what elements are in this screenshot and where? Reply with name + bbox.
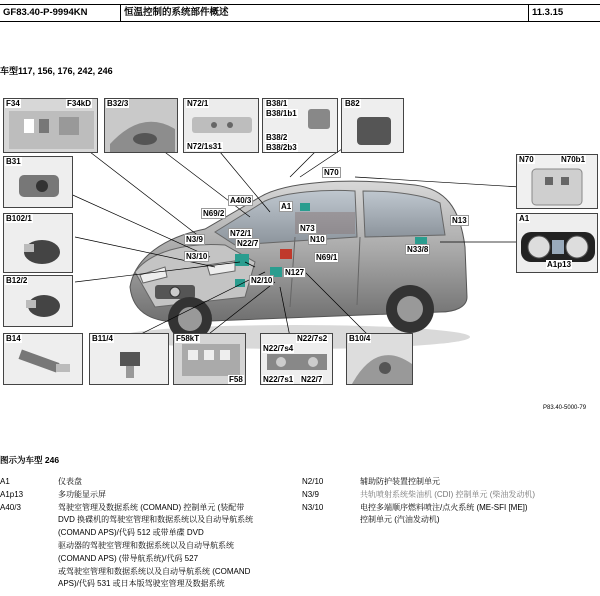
callout-n22-7: N22/7 — [237, 239, 259, 248]
label-b38-2b3: B38/2b3 — [266, 143, 297, 152]
callout-n3-10: N3/10 — [186, 252, 208, 261]
legend-code: A1 — [0, 477, 10, 486]
callout-n2-10: N2/10 — [251, 276, 273, 285]
callout-n10: N10 — [310, 235, 325, 244]
document-header — [0, 4, 600, 22]
label-b38-1: B38/1 — [266, 99, 288, 108]
callout-n127: N127 — [285, 268, 305, 277]
legend-code: A1p13 — [0, 489, 24, 499]
legend-left — [0, 476, 290, 591]
label-b12-2: B12/2 — [6, 276, 28, 285]
label-n22-7s4: N22/7s4 — [263, 344, 294, 353]
legend-item — [0, 502, 290, 592]
legend-desc: 电控多端顺序燃料喷注/点火系统 (ME-SFI [ME]) 控制单元 (汽油发动机) — [360, 502, 528, 525]
legend-desc: 多功能显示屏 — [58, 489, 106, 499]
legend-item — [302, 489, 597, 502]
legend-item — [0, 489, 290, 502]
label-a1: A1 — [519, 214, 530, 223]
legend-desc: 辅助防护装置控制单元 — [360, 477, 440, 486]
legend-desc: 驾驶室管理及数据系统 (COMAND) 控制单元 (装配带 DVD 换碟机的驾驶室管理和数据系统以及自动导航系统 (COMAND APS)/代码 512 或带单碟 DVD 驱动器的驾驶室管理和数据系统以及自动导航系统 (COMAND APS) (带导航系统)/代码 527 或驾驶室管理和数据系统以及自动导航系统 (COMAND APS)/代码 531 或日本版驾驶室管理及数据系统 — [58, 502, 254, 589]
label-a1p13: A1p13 — [547, 260, 572, 269]
label-f58kt: F58kT — [176, 334, 200, 343]
label-b32-3: B32/3 — [107, 99, 129, 108]
label-b11-4: B11/4 — [92, 334, 113, 343]
legend-item — [302, 502, 597, 528]
callout-n13: N13 — [452, 216, 467, 225]
callout-n73: N73 — [300, 224, 315, 233]
label-b38-1b1: B38/1b1 — [266, 109, 297, 118]
callout-n69-2: N69/2 — [203, 209, 225, 218]
label-n72-1: N72/1 — [187, 99, 209, 108]
label-n22-7: N22/7 — [301, 375, 323, 384]
callout-a40-3: A40/3 — [230, 196, 252, 205]
legend-desc: 共轨喷射系统柴油机 (CDI) 控制单元 (柴油发动机) — [360, 489, 536, 499]
legend-title: 图示为车型 246 — [0, 455, 60, 465]
label-n72-1s31: N72/1s31 — [187, 142, 222, 151]
label-n22-7s2: N22/7s2 — [297, 334, 328, 343]
label-f34: F34 — [6, 99, 20, 108]
legend-code: N2/10 — [302, 477, 324, 486]
label-f34kd: F34kD — [67, 99, 92, 108]
legend-right — [302, 476, 597, 527]
label-n22-7s1: N22/7s1 — [263, 375, 294, 384]
label-n70: N70 — [519, 155, 534, 164]
callout-n72-1: N72/1 — [230, 229, 252, 238]
legend-code: N3/9 — [302, 489, 319, 499]
legend-code: A40/3 — [0, 502, 21, 512]
label-f58: F58 — [229, 375, 243, 384]
legend-item — [302, 476, 597, 489]
label-n70b1: N70b1 — [561, 155, 586, 164]
callout-a1: A1 — [281, 202, 292, 211]
model-line: 车型117, 156, 176, 242, 246 — [0, 66, 113, 76]
label-b102-1: B102/1 — [6, 214, 32, 223]
component-figure — [0, 97, 600, 397]
callout-n70: N70 — [324, 168, 339, 177]
label-b10-4: B10/4 — [349, 334, 371, 343]
figure-reference: P83.40-5000-79 — [543, 405, 587, 411]
legend-desc: 仪表盘 — [58, 477, 82, 486]
doc-title: 恒温控制的系统部件概述 — [120, 4, 529, 22]
legend-code: N3/10 — [302, 502, 324, 512]
legend-item — [0, 476, 290, 489]
callout-n3-9: N3/9 — [186, 235, 203, 244]
doc-date: 11.3.15 — [528, 4, 600, 22]
callout-n69-1: N69/1 — [316, 253, 338, 262]
doc-id: GF83.40-P-9994KN — [0, 4, 121, 22]
label-b14: B14 — [6, 334, 21, 343]
callout-n33-8: N33/8 — [407, 245, 429, 254]
label-b31: B31 — [6, 157, 21, 166]
label-b82: B82 — [345, 99, 360, 108]
label-b38-2: B38/2 — [266, 133, 288, 142]
